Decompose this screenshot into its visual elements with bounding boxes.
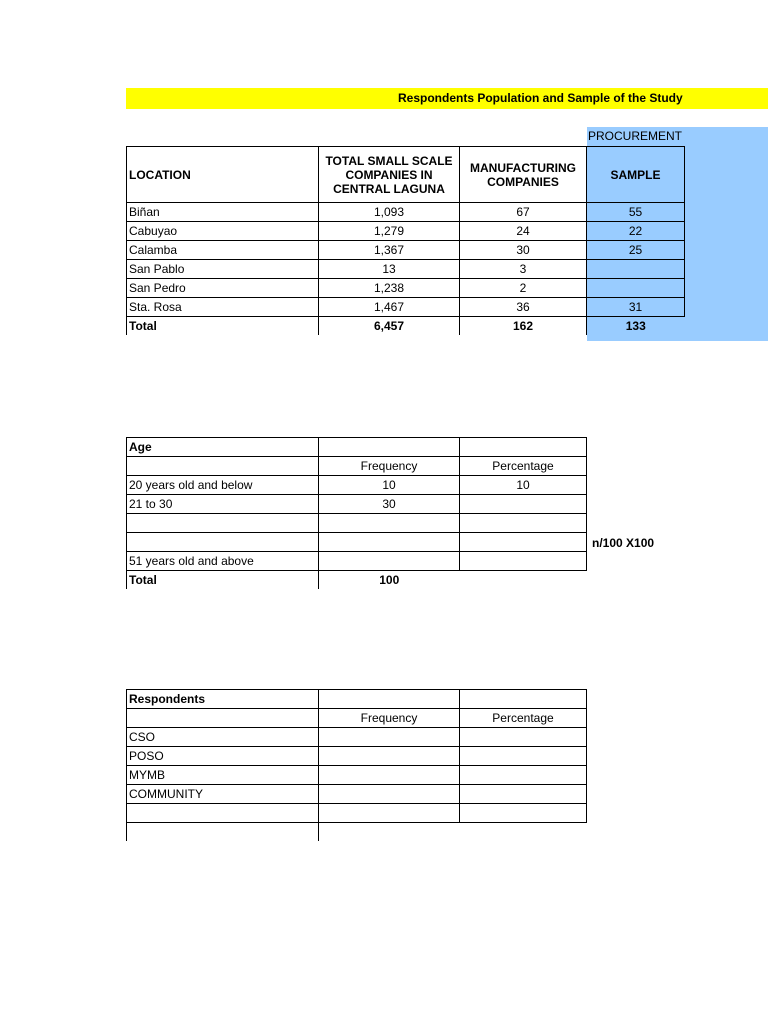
formula-note: n/100 X100 — [592, 536, 655, 550]
age-frequency[interactable] — [319, 514, 460, 533]
cell-location[interactable]: Calamba — [127, 241, 319, 260]
empty-cell[interactable] — [460, 690, 587, 709]
total-label[interactable]: Total — [127, 317, 319, 336]
table-row — [127, 298, 685, 317]
respondent-frequency[interactable] — [319, 785, 460, 804]
header-frequency[interactable]: Frequency — [319, 457, 460, 476]
respondent-label[interactable] — [127, 804, 319, 823]
age-label[interactable] — [127, 514, 319, 533]
age-frequency[interactable]: 30 — [319, 495, 460, 514]
procurement-label: PROCUREMENT — [587, 129, 682, 143]
table-row — [127, 241, 685, 260]
table-row — [127, 260, 685, 279]
age-label[interactable]: 20 years old and below — [127, 476, 319, 495]
age-percentage[interactable]: 10 — [460, 476, 587, 495]
cell-sample[interactable] — [587, 260, 685, 279]
table-row — [127, 728, 587, 747]
table-row — [127, 279, 685, 298]
table-row — [127, 203, 685, 222]
respondent-percentage[interactable] — [460, 728, 587, 747]
header-sample[interactable]: SAMPLE — [587, 147, 685, 203]
age-table — [126, 437, 587, 589]
cell-manufacturing[interactable]: 24 — [460, 222, 587, 241]
total-row — [127, 571, 587, 590]
table-row — [127, 533, 587, 552]
cell-location[interactable]: Sta. Rosa — [127, 298, 319, 317]
table-row — [127, 747, 587, 766]
empty-cell[interactable] — [319, 690, 460, 709]
respondent-label[interactable]: CSO — [127, 728, 319, 747]
empty-cell[interactable] — [127, 457, 319, 476]
cell-total[interactable]: 1,367 — [319, 241, 460, 260]
cell-sample[interactable]: 25 — [587, 241, 685, 260]
population-table — [126, 146, 685, 335]
respondent-frequency[interactable] — [319, 747, 460, 766]
age-percentage[interactable] — [460, 533, 587, 552]
age-frequency[interactable]: 10 — [319, 476, 460, 495]
empty-cell[interactable] — [127, 823, 319, 842]
cell-sample[interactable]: 22 — [587, 222, 685, 241]
age-percentage[interactable] — [460, 495, 587, 514]
total-companies-value[interactable]: 6,457 — [319, 317, 460, 336]
age-label[interactable]: 21 to 30 — [127, 495, 319, 514]
age-percentage[interactable] — [460, 552, 587, 571]
title-bar — [126, 88, 768, 109]
cell-manufacturing[interactable]: 30 — [460, 241, 587, 260]
empty-cell[interactable] — [319, 823, 460, 842]
respondent-percentage[interactable] — [460, 785, 587, 804]
age-total-label[interactable]: Total — [127, 571, 319, 590]
cell-total[interactable]: 1,238 — [319, 279, 460, 298]
age-label[interactable] — [127, 533, 319, 552]
cell-location[interactable]: San Pedro — [127, 279, 319, 298]
table-row — [127, 823, 587, 842]
header-manufacturing[interactable]: MANUFACTURING COMPANIES — [460, 147, 587, 203]
table-row — [127, 495, 587, 514]
cell-location[interactable]: San Pablo — [127, 260, 319, 279]
page-title: Respondents Population and Sample of the Study — [398, 91, 683, 105]
table-row — [127, 476, 587, 495]
cell-sample[interactable]: 55 — [587, 203, 685, 222]
respondent-label[interactable]: POSO — [127, 747, 319, 766]
respondents-table — [126, 689, 587, 841]
respondent-frequency[interactable] — [319, 728, 460, 747]
age-total-frequency[interactable]: 100 — [319, 571, 460, 590]
age-frequency[interactable] — [319, 533, 460, 552]
table-row — [127, 785, 587, 804]
age-frequency[interactable] — [319, 552, 460, 571]
total-row — [127, 317, 685, 336]
cell-manufacturing[interactable]: 3 — [460, 260, 587, 279]
cell-sample[interactable]: 31 — [587, 298, 685, 317]
table-row — [127, 766, 587, 785]
cell-manufacturing[interactable]: 67 — [460, 203, 587, 222]
cell-sample[interactable] — [587, 279, 685, 298]
respondent-frequency[interactable] — [319, 804, 460, 823]
header-frequency[interactable]: Frequency — [319, 709, 460, 728]
header-location[interactable]: LOCATION — [127, 147, 319, 203]
cell-total[interactable]: 1,279 — [319, 222, 460, 241]
respondent-label[interactable]: MYMB — [127, 766, 319, 785]
empty-cell[interactable] — [319, 438, 460, 457]
respondent-label[interactable]: COMMUNITY — [127, 785, 319, 804]
header-percentage[interactable]: Percentage — [460, 709, 587, 728]
cell-total[interactable]: 1,093 — [319, 203, 460, 222]
cell-total[interactable]: 13 — [319, 260, 460, 279]
table-row — [127, 514, 587, 533]
cell-manufacturing[interactable]: 2 — [460, 279, 587, 298]
age-percentage[interactable] — [460, 514, 587, 533]
empty-cell[interactable] — [460, 438, 587, 457]
table-row — [127, 804, 587, 823]
total-manufacturing-value[interactable]: 162 — [460, 317, 587, 336]
respondent-percentage[interactable] — [460, 804, 587, 823]
cell-location[interactable]: Biñan — [127, 203, 319, 222]
table-row — [127, 222, 685, 241]
empty-cell[interactable] — [460, 571, 587, 590]
header-percentage[interactable]: Percentage — [460, 457, 587, 476]
cell-location[interactable]: Cabuyao — [127, 222, 319, 241]
cell-total[interactable]: 1,467 — [319, 298, 460, 317]
header-total-companies[interactable]: TOTAL SMALL SCALE COMPANIES IN CENTRAL LAGUNA — [319, 147, 460, 203]
age-label[interactable]: 51 years old and above — [127, 552, 319, 571]
respondent-percentage[interactable] — [460, 766, 587, 785]
table-row — [127, 552, 587, 571]
empty-cell[interactable] — [460, 823, 587, 842]
respondent-percentage[interactable] — [460, 747, 587, 766]
age-title[interactable]: Age — [127, 438, 319, 457]
cell-manufacturing[interactable]: 36 — [460, 298, 587, 317]
respondents-title[interactable]: Respondents — [127, 690, 319, 709]
total-sample-value[interactable]: 133 — [587, 317, 685, 336]
empty-cell[interactable] — [127, 709, 319, 728]
respondent-frequency[interactable] — [319, 766, 460, 785]
